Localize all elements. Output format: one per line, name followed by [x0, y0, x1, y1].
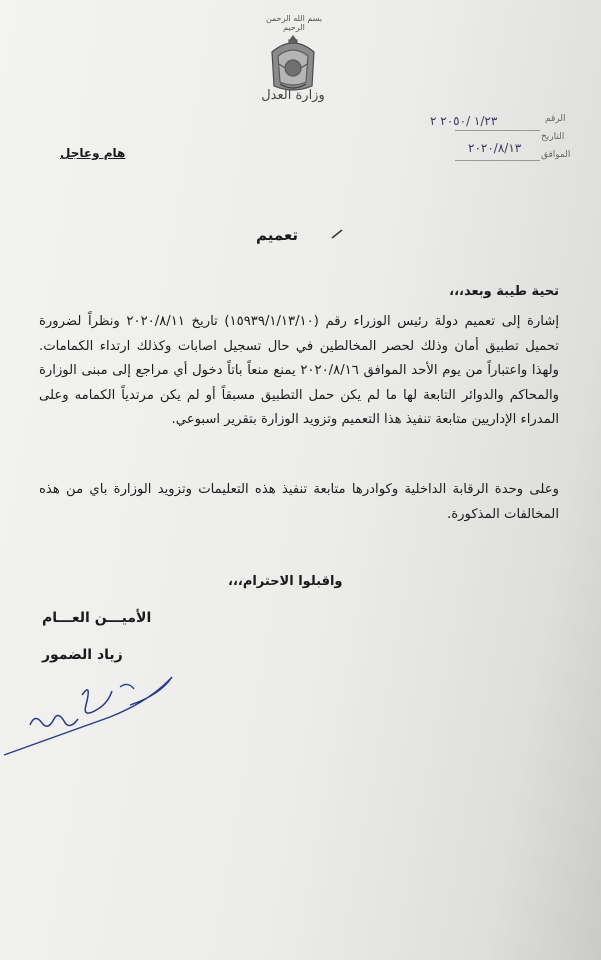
header-motto: بسم الله الرحمن الرحيم — [265, 14, 323, 32]
document-title: تعميم — [256, 226, 299, 244]
signatory-title: الأميـــن العـــام — [42, 610, 152, 626]
date-line — [455, 160, 540, 161]
slash-mark — [330, 228, 344, 240]
closing-line: واقبلوا الاحترام،،، — [228, 574, 343, 589]
number-label: الرقم — [545, 114, 566, 124]
signatory-name: زياد الضمور — [42, 647, 123, 663]
number-value: ١/٢٣ /٢٠٥٠ ٢ — [430, 114, 498, 128]
handwritten-signature — [0, 655, 190, 765]
body-paragraph-1: إشارة إلى تعميم دولة رئيس الوزراء رقم (١٥٩٣٩/١/١٣/١٠) تاريخ ٢٠٢٠/٨/١١ ونظراً لضرورة تحميل تطبيق أمان وذلك لحصر المخالطين في حال تسجيل اصابات وكذلك ارتداء الكمامات. ولهذا واعتباراً من يوم الأحد الموافق ٢٠٢٠/٨/١٦ يمنع منعاً باتاً دخول أي مراجع إلى مبنى الوزارة والمحاكم والدوائر التابعة لها ما لم يكن حمل التطبيق مسبقاً أو لم يكن مرتدياً الكمامه وعلى المدراء الإداريين متابعة تنفيذ هذا التعميم وتزويد الوزارة بتقرير اسبوعي. — [39, 314, 559, 427]
ministry-name: وزارة العدل — [261, 88, 325, 103]
greeting: تحية طيبة وبعد،،، — [449, 284, 559, 299]
number-line — [455, 130, 540, 131]
body-paragraph-2: وعلى وحدة الرقابة الداخلية وكوادرها متابعة تنفيذ هذه التعليمات وتزويد الوزارة باي من هذه المخالفات المذكورة. — [39, 482, 559, 522]
date-label: التاريخ — [541, 132, 565, 142]
date-value: ٢٠٢٠/٨/١٣ — [468, 141, 522, 155]
corresponding-label: الموافق — [541, 150, 571, 160]
urgent-note: هام وعاجل — [60, 146, 126, 160]
